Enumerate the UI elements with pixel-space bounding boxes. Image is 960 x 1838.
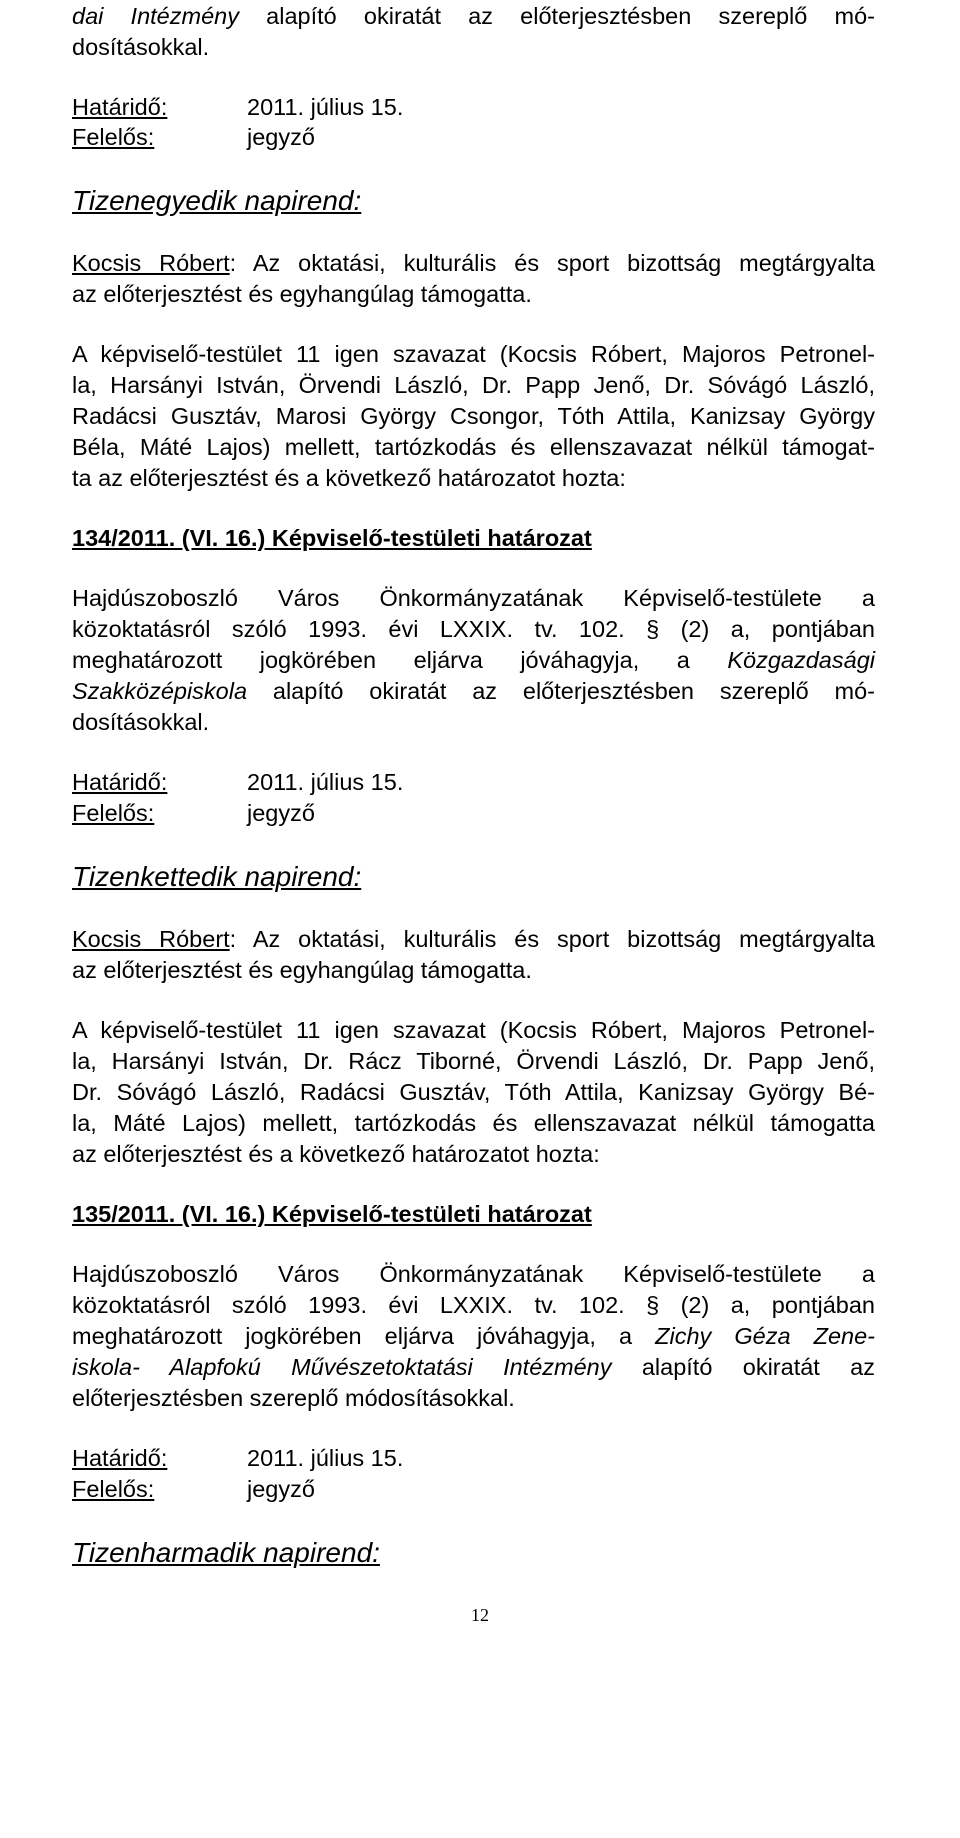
resolution-line: közoktatásról szóló 1993. évi LXXIX. tv. 102. § (2) a, pontjában bbox=[72, 1292, 875, 1318]
italic-institution: Szakközépiskola bbox=[72, 678, 248, 704]
deadline-value: 2011. július 15. bbox=[247, 769, 404, 795]
resolution-title: 135/2011. (VI. 16.) Képviselő-testületi határozat bbox=[72, 1201, 592, 1227]
resolution-line: meghatározott jogkörében eljárva jóváhagyja, a Zichy Géza Zene- bbox=[72, 1323, 875, 1349]
speaker-name: Kocsis Róbert bbox=[72, 250, 230, 276]
text-line: dosításokkal. bbox=[72, 34, 210, 60]
resolution-line: iskola- Alapfokú Művészetoktatási Intézmény alapító okiratát az bbox=[72, 1354, 875, 1380]
vote-line: A képviselő-testület 11 igen szavazat (Kocsis Róbert, Majoros Petronel- bbox=[72, 1017, 875, 1043]
deadline-label: Határidő: bbox=[72, 1445, 168, 1471]
responsible-value: jegyző bbox=[247, 800, 315, 826]
resolution-line: előterjesztésben szereplő módosításokkal. bbox=[72, 1385, 515, 1411]
responsible-value: jegyző bbox=[247, 124, 315, 150]
responsible-label: Felelős: bbox=[72, 1476, 155, 1502]
deadline-label: Határidő: bbox=[72, 94, 168, 120]
speech-line: Kocsis Róbert: Az oktatási, kulturális és sport bizottság megtárgyalta bbox=[72, 926, 875, 952]
italic-institution: Zichy Géza Zene- bbox=[655, 1323, 875, 1349]
italic-institution: iskola- Alapfokú Művészetoktatási Intézmény bbox=[72, 1354, 612, 1380]
vote-line: Radácsi Gusztáv, Marosi György Csongor, Tóth Attila, Kanizsay György bbox=[72, 403, 875, 429]
page-number: 12 bbox=[471, 1605, 489, 1625]
vote-line: la, Máté Lajos) mellett, tartózkodás és ellenszavazat nélkül támogatta bbox=[72, 1110, 875, 1136]
vote-line: A képviselő-testület 11 igen szavazat (Kocsis Róbert, Majoros Petronel- bbox=[72, 341, 875, 367]
italic-institution: dai Intézmény bbox=[72, 3, 239, 29]
resolution-line: dosításokkal. bbox=[72, 709, 210, 735]
deadline-value: 2011. július 15. bbox=[247, 1445, 404, 1471]
vote-line: Dr. Sóvágó László, Radácsi Gusztáv, Tóth Attila, Kanizsay György Bé- bbox=[72, 1079, 875, 1105]
vote-line: la, Harsányi István, Örvendi László, Dr. Papp Jenő, Dr. Sóvágó László, bbox=[72, 372, 875, 398]
speech-line: az előterjesztést és egyhangúlag támogatta. bbox=[72, 281, 532, 307]
responsible-value: jegyző bbox=[247, 1476, 315, 1502]
agenda-heading-12: Tizenkettedik napirend: bbox=[72, 861, 362, 892]
resolution-line: közoktatásról szóló 1993. évi LXXIX. tv. 102. § (2) a, pontjában bbox=[72, 616, 875, 642]
deadline-label: Határidő: bbox=[72, 769, 168, 795]
resolution-title: 134/2011. (VI. 16.) Képviselő-testületi határozat bbox=[72, 525, 592, 551]
responsible-label: Felelős: bbox=[72, 124, 155, 150]
vote-line: ta az előterjesztést és a következő határozatot hozta: bbox=[72, 465, 626, 491]
resolution-line: Szakközépiskola alapító okiratát az előterjesztésben szereplő mó- bbox=[72, 678, 875, 704]
vote-line: az előterjesztést és a következő határozatot hozta: bbox=[72, 1141, 600, 1167]
agenda-heading-11: Tizenegyedik napirend: bbox=[72, 185, 362, 216]
deadline-value: 2011. július 15. bbox=[247, 94, 404, 120]
responsible-label: Felelős: bbox=[72, 800, 155, 826]
agenda-heading-13: Tizenharmadik napirend: bbox=[72, 1537, 380, 1568]
italic-institution: Közgazdasági bbox=[727, 647, 875, 673]
speech-line: az előterjesztést és egyhangúlag támogatta. bbox=[72, 957, 532, 983]
text-line: dai Intézmény alapító okiratát az előterjesztésben szereplő mó- bbox=[72, 3, 875, 29]
vote-line: Béla, Máté Lajos) mellett, tartózkodás és ellenszavazat nélkül támogat- bbox=[72, 434, 875, 460]
speech-line: Kocsis Róbert: Az oktatási, kulturális és sport bizottság megtárgyalta bbox=[72, 250, 875, 276]
resolution-line: meghatározott jogkörében eljárva jóváhagyja, a Közgazdasági bbox=[72, 647, 875, 673]
speaker-name: Kocsis Róbert bbox=[72, 926, 230, 952]
resolution-line: Hajdúszoboszló Város Önkormányzatának Képviselő-testülete a bbox=[72, 1261, 875, 1287]
resolution-line: Hajdúszoboszló Város Önkormányzatának Képviselő-testülete a bbox=[72, 585, 875, 611]
vote-line: la, Harsányi István, Dr. Rácz Tiborné, Örvendi László, Dr. Papp Jenő, bbox=[72, 1048, 875, 1074]
